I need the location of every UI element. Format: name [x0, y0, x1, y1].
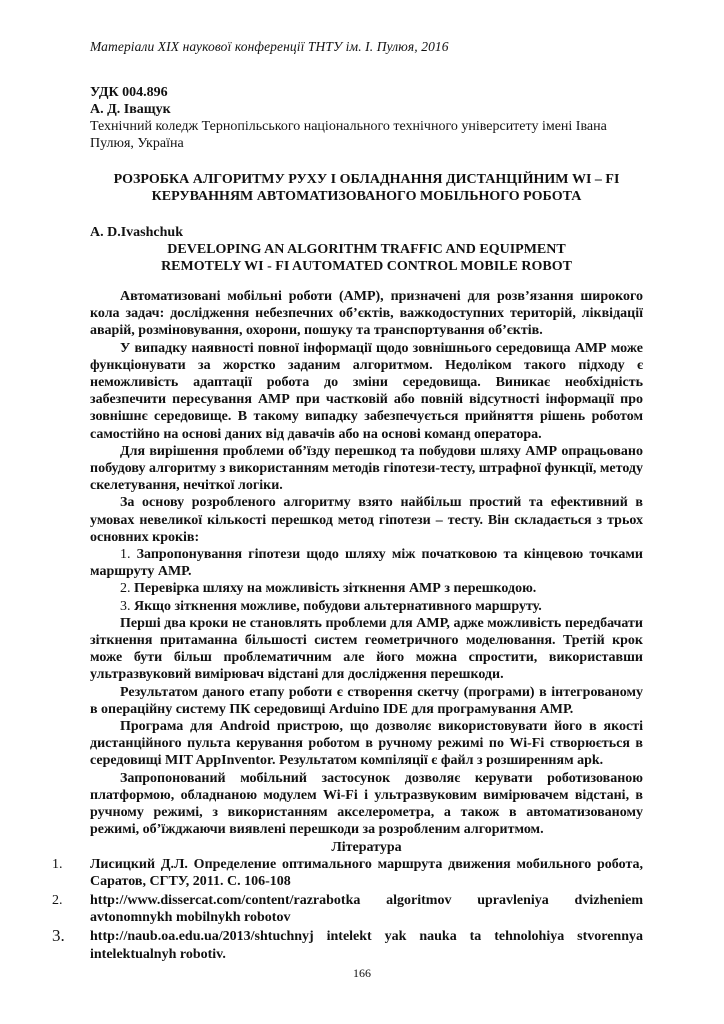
reference-link[interactable]: http://www.dissercat.com/content/razrabotka algoritmov upravleniya dvizheniem avtonomnykh mobilnykh robotov — [90, 892, 643, 926]
title-ukrainian: РОЗРОБКА АЛГОРИТМУ РУХУ І ОБЛАДНАННЯ ДИСТАНЦІЙНИМ WI – FI КЕРУВАННЯМ АВТОМАТИЗОВАНОГО МОБІЛЬНОГО РОБОТА — [113, 172, 620, 204]
body-paragraph: Перші два кроки не становлять проблеми для АМР, адже можливість передбачати зіткнення притаманна більшості систем геометричного моделювання. Третій крок може бути більш проблематичним але його можна спростити, використавши ультразвуковий вимірювач відстані для дослідження перешкоди. — [90, 615, 643, 683]
reference-item — [52, 856, 643, 890]
body-paragraph: У випадку наявності повної інформації щодо зовнішнього середовища АМР може функціонувати за жорстко заданим алгоритмом. Недоліком такого підходу є неможливість адаптації робота до зміни середовища. Виникає необхідність забезпечити пересування АМР при частковій або повній відсутності інформації про зовнішнє середовище. В такому випадку забезпечується прийняття рішень роботом самостійно на основі даних від давачів або на основі команд оператора. — [90, 340, 643, 442]
reference-number: 1. — [52, 856, 63, 872]
running-header: Матеріали XIX наукової конференції ТНТУ ім. І. Пулюя, 2016 — [90, 39, 449, 54]
body-paragraph: Автоматизовані мобільні роботи (АМР), призначені для розв’язання широкого кола задач: дослідження небезпечних об’єктів, важкодоступних територій, ліквідації аварій, розміновування, охорони, пошуку та транспортування об’єктів. — [90, 289, 643, 339]
reference-number: 2. — [52, 892, 63, 908]
article-content — [52, 84, 644, 965]
title-english: DEVELOPING AN ALGORITHM TRAFFIC AND EQUIPMENT REMOTELY WI - FI AUTOMATED CONTROL MOBILE ROBOT — [161, 242, 572, 274]
algorithm-step — [90, 580, 643, 597]
reference-link[interactable]: http://naub.oa.edu.ua/2013/shtuchnyj intelekt yak nauka ta tehnolohiya stvorennya intelektualnyh robotiv. — [90, 929, 643, 962]
literature-heading: Література — [331, 839, 402, 855]
step-text: Якщо зіткнення можливе, побудови альтернативного маршруту. — [134, 598, 542, 614]
reference-number: 3. — [52, 926, 65, 946]
algorithm-step — [90, 598, 643, 615]
reference-list — [52, 856, 643, 963]
step-text: Перевірка шляху на можливість зіткнення АМР з перешкодою. — [134, 581, 537, 597]
step-number: 1. — [120, 547, 131, 563]
reference-text: Лисицкий Д.Л. Определение оптимального маршрута движения мобильного робота, Саратов, СГТУ, 2011. С. 106-108 — [90, 856, 643, 889]
author-ukrainian: А. Д. Іващук — [90, 102, 171, 117]
step-text: Запропонування гіпотези щодо шляху між початковою та кінцевою точками маршруту АМР. — [90, 547, 644, 580]
body-paragraph: Запропонований мобільний застосунок дозволяє керувати роботизованою платформою, обладнаною модулем Wi-Fi і ультразвуковим вимірювачем відстані, в ручному режимі, з використанням акселерометра, а також в автоматизованому режимі, об’їжджаючи виявлені перешкоди за розробленим алгоритмом. — [90, 770, 643, 838]
udc-code: УДК 004.896 — [90, 85, 168, 100]
body-text — [90, 288, 643, 839]
algorithm-step — [90, 546, 643, 580]
body-paragraph: Для вирішення проблеми об’їзду перешкод та побудови шляху АМР опрацьовано побудову алгоритму з використанням методів гіпотези-тесту, штрафної функції, методу скелетування, нечіткої логіки. — [90, 443, 643, 494]
step-number: 3. — [120, 598, 131, 614]
author-english: A. D.Ivashchuk — [90, 225, 183, 240]
reference-item — [52, 926, 643, 962]
page-number: 166 — [353, 966, 371, 980]
body-paragraph: Результатом даного етапу роботи є створення скетчу (програми) в інтегрованому в операційну систему ПК середовищі Arduino IDE для програмування АМР. — [90, 684, 643, 717]
reference-item — [52, 892, 643, 926]
step-number: 2. — [120, 581, 131, 597]
author-affiliation: Технічний коледж Тернопільського національного технічного університету імені Івана Пулюя, Україна — [90, 119, 607, 151]
body-paragraph: За основу розробленого алгоритму взято найбільш простий та ефективний в умовах невеликої кількості перешкод метод гіпотези – тесту. Він складається з трьох основних кроків: — [90, 495, 643, 545]
body-paragraph: Програма для Android пристрою, що дозволяє використовувати його в якості дистанційного пульта керування роботом в ручному режимі по Wi-Fi створюється в середовищі MIT AppInventor. Результатом компіляції є файл з розширенням apk. — [90, 719, 643, 769]
